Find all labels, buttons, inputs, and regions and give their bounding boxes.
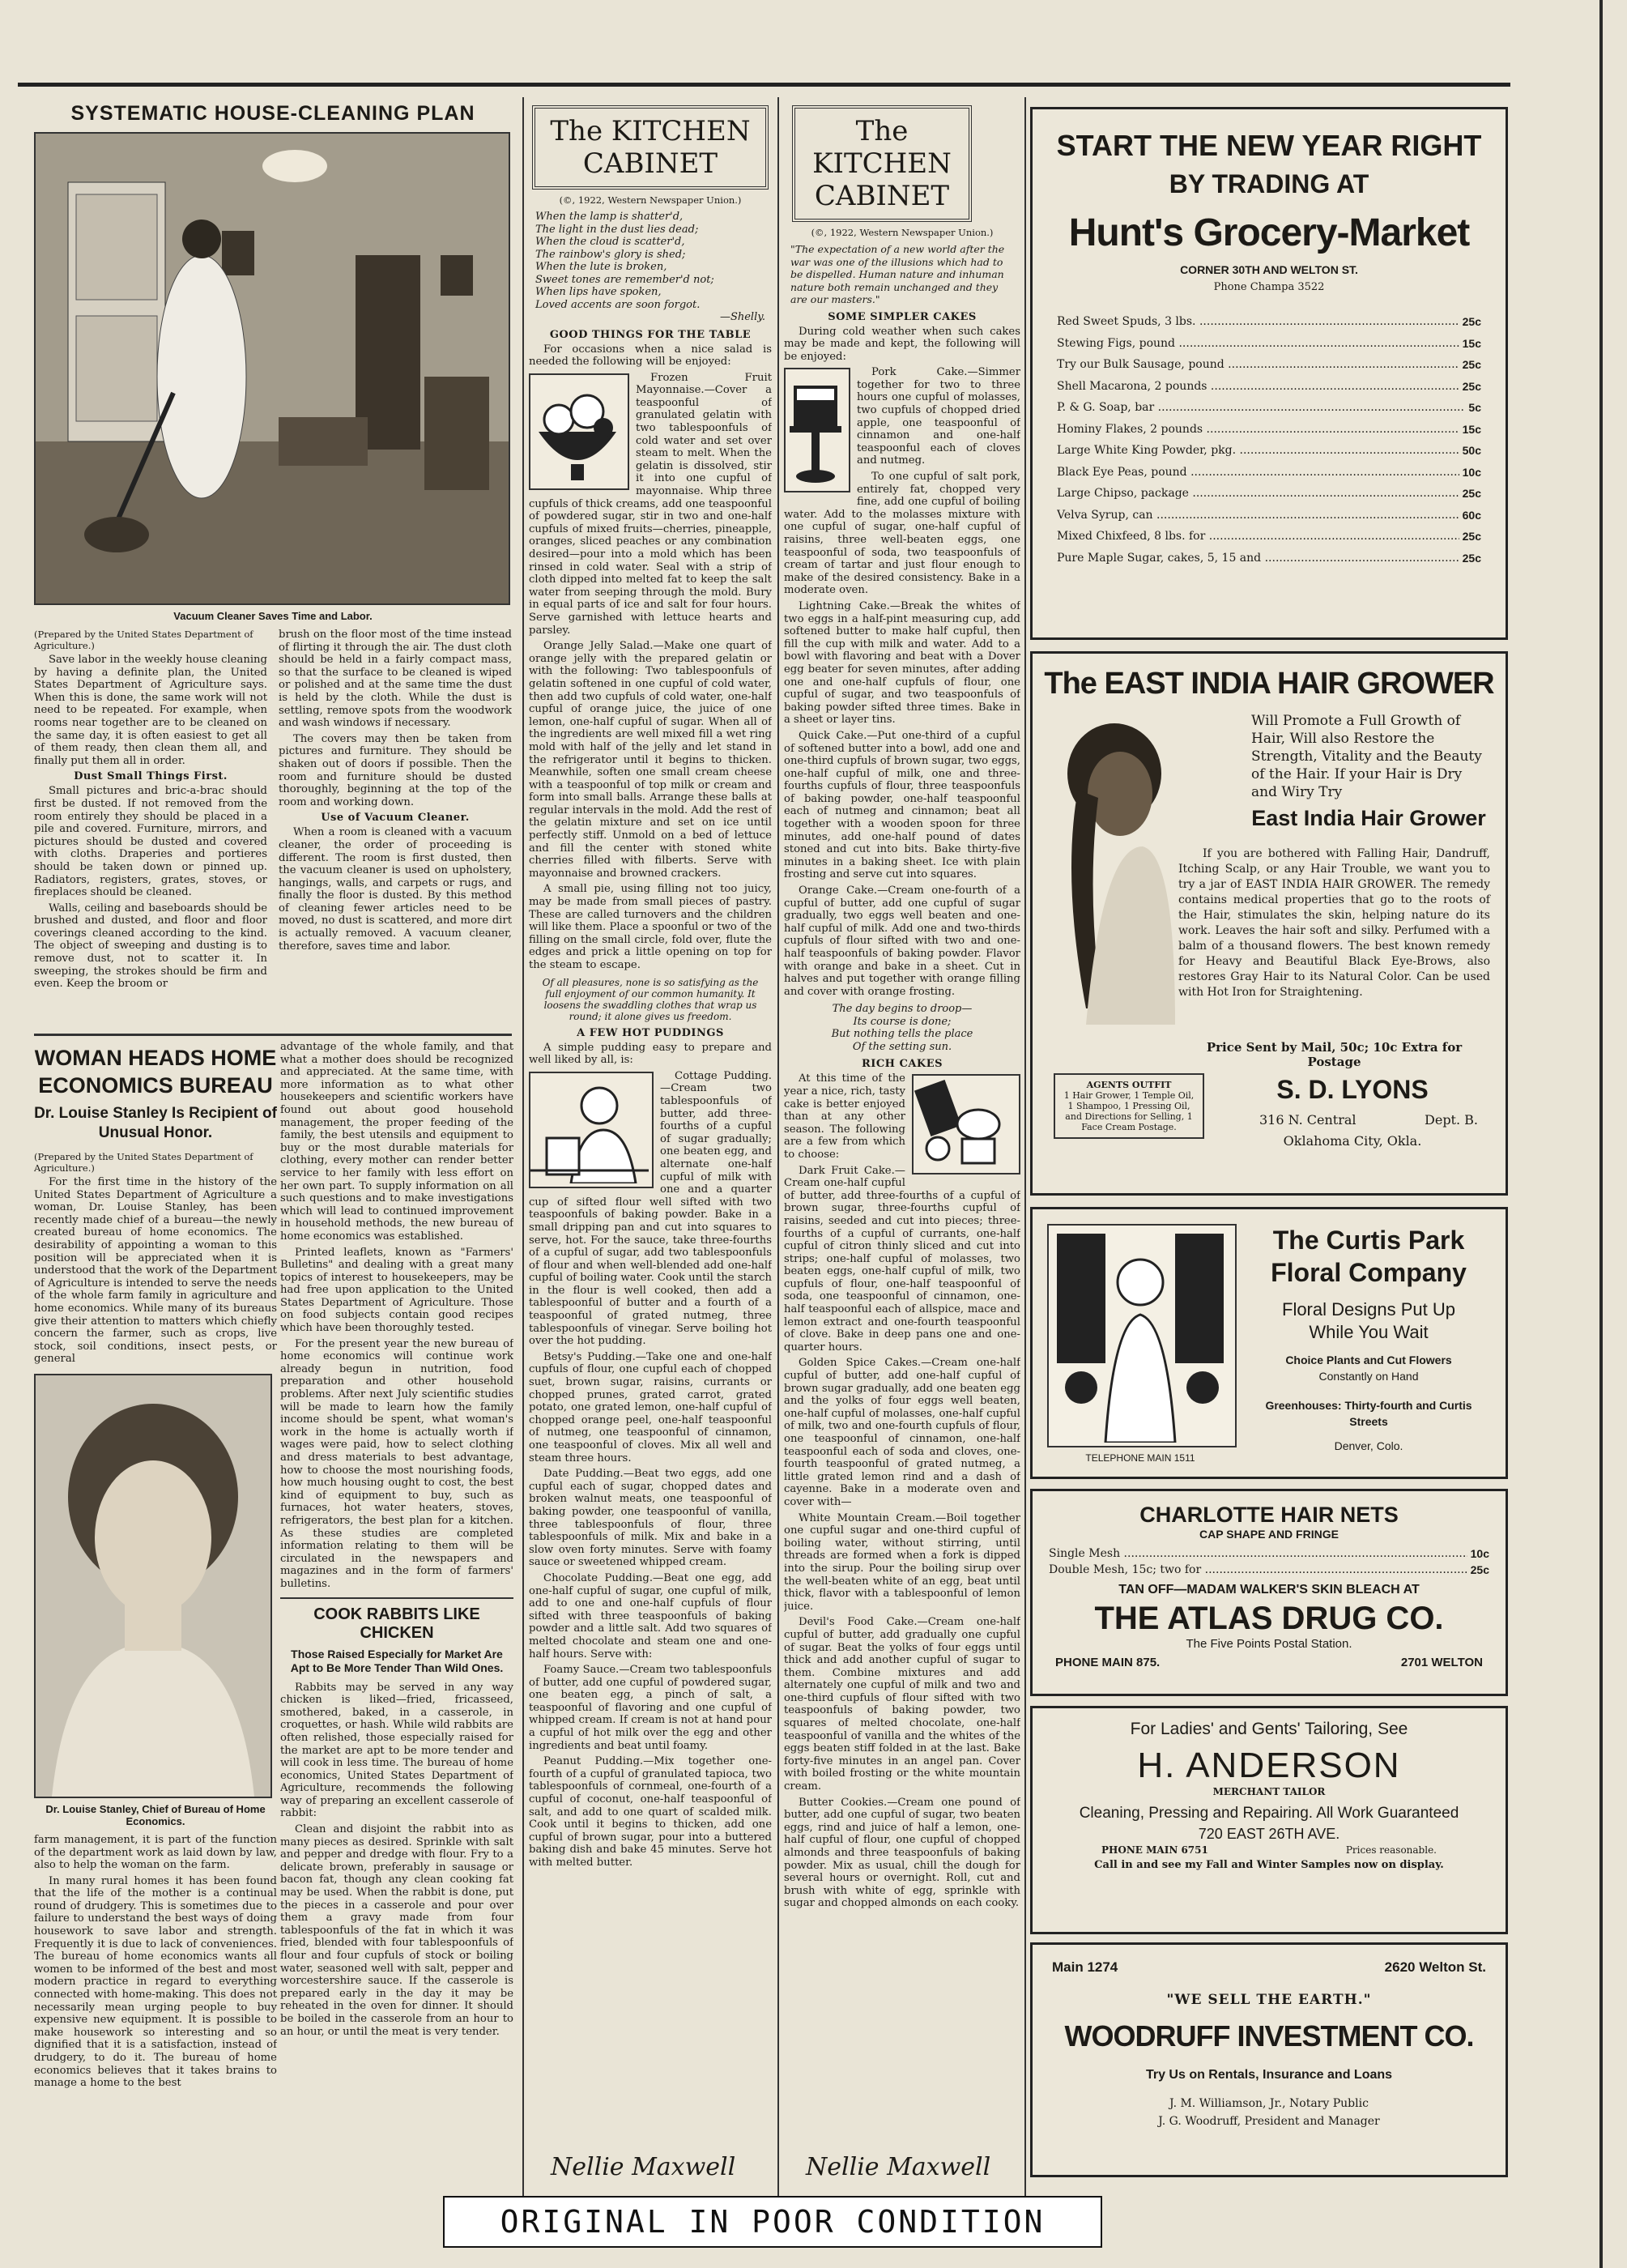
paragraph: Orange Cake.—Cream one-fourth of a cupful of butter, add one cupful of sugar gradually, two eggs well beaten and one-half cupful of milk. Add one and two-thirds cupfuls of flour sifted with two and one-half teaspoonfuls of baking powder. Flavor with orange and bake in a sheet. Cut in halves and put together with orange filling and cover with orange frosting. <box>784 885 1020 998</box>
section-rule <box>34 1034 512 1036</box>
woman-heads-article <box>34 1041 277 2207</box>
poem <box>790 1003 1014 1053</box>
paragraph: Walls, ceiling and baseboards should be brushed and dusted, and floor and floor coverings cleaned according to the kind. The object of sweeping and dusting is to remove dust, not to scatter it. In sweeping, the strokes should be firm and even. Keep the broom or <box>34 902 267 991</box>
price-row <box>1057 462 1481 484</box>
poem-line: But nothing tells the place <box>831 1028 973 1041</box>
paragraph: Frozen Fruit Mayonnaise.—Cover a teaspoonful of granulated gelatin with two tablespoonfuls of cold water and set over steam to melt. When the gelatin is dissolved, stir it into one cupful of mayonnaise. Whip three cupfuls of thick creams, add one teaspoonful of powdered sugar, stir in two and one-half cupfuls of mixed fruits—cherries, pineapple, oranges, sliced peaches or any combination desired—pour into a mold which has been rinsed in cold water. Seal with a strip of cloth dipped into melted fat to keep the salt water from seeping through the mold. Bury in equal parts of ice and salt for four hours. Serve garnished with lettuce hearts and parsley. <box>529 371 772 637</box>
fruit-bowl-illustration <box>529 373 629 490</box>
paragraph: Devil's Food Cake.—Cream one-half cupful of butter, add gradually one cupful of sugar. Beat the yolks of four eggs until thick and add another cupful of sugar to them. Combine mixtures and add alternately one cupful of milk and two and one-third cupfuls of flour sifted with two teaspoonfuls of baking powder, two squares of melted chocolate, one-half teaspoonful of vanilla and the whites of the eggs beaten stiff folded in at the last. Bake forty-five minutes in an angel pan. Cover with boiled frosting or the white mountain cream. <box>784 1616 1020 1793</box>
quote: "The expectation of a new world after the war was one of the illusions which had to be dispelled. Human nature and inhuman nature both remain unchanged and they are our masters." <box>790 243 1005 305</box>
poem-line: Sweet tones are remember'd not; <box>535 273 714 286</box>
paragraph: To one cupful of salt pork, entirely fat, chopped very fine, add one cupful of boiling water. Add to the molasses mixture with one cupful of sugar, one-half cupful of raisins, three well-beaten eggs, one teaspoonful of soda, two teaspoonfuls of cream of tartar and just flour enough to make of the desired consistency. Bake in a moderate oven. <box>784 471 1020 597</box>
paragraph: Peanut Pudding.—Mix together one-fourth of a cupful of granulated tapioca, two tablespoonfuls of cornmeal, one-fourth of a cupful of coconut, one-half teaspoonful of salt, and add to one quart of scalded milk. Cook until it begins to thicken, add one cupful of brown sugar, pour into a buttered baking dish and bake 45 minutes. Serve hot with melted butter. <box>529 1755 772 1869</box>
agents-list: 1 Hair Grower, 1 Temple Oil, 1 Shampoo, 1 Pressing Oil, and Directions for Selling, 1 Face Cream Postage. <box>1063 1090 1195 1132</box>
photo-caption: Vacuum Cleaner Saves Time and Labor. <box>173 610 373 622</box>
article-deck: Dr. Louise Stanley Is Recipient of Unusual Honor. <box>34 1105 277 1141</box>
item-price: 15c <box>1462 336 1481 350</box>
item-price: 60c <box>1462 508 1481 522</box>
price-row <box>1057 483 1481 505</box>
section-heading: RICH CAKES <box>861 1058 943 1071</box>
item-name: Stewing Figs, pound ..... <box>1057 333 1459 355</box>
florist-choice: Choice Plants and Cut Flowers <box>1285 1354 1452 1366</box>
woodruff-notary: J. M. Williamson, Jr., Notary Public <box>1169 2097 1369 2110</box>
paragraph: brush on the floor most of the time instead of flirting it through the air. The dust cloth should be held in a fairly compact mass, so that the surface to be cleaned is wiped or polished and at the same time the dust is held by the cloth. While the dust is settling, remove spots from the woodwork and wash windows if necessary. <box>279 629 512 730</box>
florist-city: Denver, Colo. <box>1334 1439 1403 1452</box>
paragraph: Orange Jelly Salad.—Make one quart of orange jelly with the prepared gelatin or with the following: Two tablespoonfuls of gelatin softened in one cupful of cold water, then add two cupfuls of cold water, one-half cupful of orange juice, the juice of one lemon, one-half cupful of sugar. When all of the ingredients are well mixed fill a wet ring mold with half of the jelly and let stand in the refrigerator until it begins to thicken. Meanwhile, soften one small cream cheese with a teaspoonful of top milk or cream and form into small balls. Arrange these balls at regular intervals in the mold. Add the rest of the gelatin mixture and set on ice until perfectly stiff. Unmold on a bed of lettuce and fill the center with stoned white cherries filled with filberts. Serve with mayonnaise and browned crackers. <box>529 640 772 880</box>
poem-line: When lips have spoken, <box>535 286 662 298</box>
poem-line: —Shelly. <box>719 311 765 323</box>
anderson-tailor-ad <box>1030 1706 1508 1934</box>
paragraph: Chocolate Pudding.—Beat one egg, add one-half cupful of sugar, one cupful of milk, add to one and one-half cupfuls of flour sifted with three teaspoonfuls of baking powder and a little salt. Add two squares of melted chocolate and steam one and one-half hours. Serve with: <box>529 1571 772 1660</box>
price-row <box>1057 548 1481 569</box>
tailor-prices: Prices reasonable. <box>1345 1844 1437 1856</box>
store-name: Hunt's Grocery-Market <box>1068 211 1470 254</box>
woodruff-name: WOODRUFF INVESTMENT CO. <box>1064 2019 1474 2053</box>
florist-tagline-1: Floral Designs Put Up <box>1282 1299 1455 1319</box>
section-heading: GOOD THINGS FOR THE TABLE <box>549 328 752 341</box>
item-price: 25c <box>1462 315 1481 328</box>
price-row <box>1049 1562 1489 1578</box>
cake-stand-illustration <box>784 368 850 492</box>
agents-outfit-box <box>1054 1073 1204 1139</box>
price-row <box>1057 397 1481 419</box>
column-rule <box>777 97 779 2219</box>
paragraph: Golden Spice Cakes.—Cream one-half cupful of butter, add one-half cupful of brown sugar gradually, add one beaten egg and the yolks of four eggs well beaten, one-half cupful of molasses, one-half cupful of milk, two and one-fourth cupfuls of flour, one teaspoonful of cinnamon, one-half teaspoonful each of soda and cloves, one-fourth teaspoonful of grated nutmeg, a little grated lemon rind and a dash of cayenne. Bake in a moderate oven and cover with— <box>784 1357 1020 1508</box>
copyright: (©, 1922, Western Newspaper Union.) <box>559 194 742 206</box>
copyright: (©, 1922, Western Newspaper Union.) <box>811 227 994 238</box>
tan-off-line: TAN OFF—MADAM WALKER'S SKIN BLEACH AT <box>1118 1583 1420 1597</box>
seller-city: Oklahoma City, Okla. <box>1283 1133 1422 1149</box>
price-row <box>1057 419 1481 441</box>
ad-body: If you are bothered with Falling Hair, Dandruff, Itching Scalp, or any Hair Trouble, we want you to try a jar of EAST INDIA HAIR GROWER. The remedy contains medical properties that go to the roots of the Hair, stimulates the skin, helping nature do its work. Leaves the hair soft and silky. Perfumed with a balm of a thousand flowers. The best known remedy for Heavy and Beautiful Black Eye-Brows, also restores Gray Hair to its Natural Color. Can be used with Hot Iron for Straightening. <box>1178 847 1490 999</box>
credit-line: (Prepared by the United States Department of Agriculture.) <box>34 629 253 651</box>
section-heading: SOME SIMPLER CAKES <box>828 310 977 323</box>
woodruff-slogan: "WE SELL THE EARTH." <box>1166 1992 1372 2008</box>
quote: Of all pleasures, none is so satisfying as the full enjoyment of our common humanity. It loosens the swaddling clothes that wrap us round; it alone gives us freedom. <box>542 976 759 1022</box>
title-line: The KITCHEN <box>812 115 952 180</box>
curtis-park-floral-ad <box>1030 1207 1508 1479</box>
signature: Nellie Maxwell <box>551 2153 736 2181</box>
column-rule <box>522 97 524 2219</box>
paragraph: Printed leaflets, known as "Farmers' Bulletins" and dealing with a great many topics of interest to housekeepers, may be had free upon application to the United States Department of Agriculture. Those on food subjects contain good recipes which have been thoroughly tested. <box>280 1246 513 1335</box>
item-price: 15c <box>1462 422 1481 436</box>
woodruff-address: 2620 Welton St. <box>1384 1959 1486 1975</box>
woodruff-president: J. G. Woodruff, President and Manager <box>1158 2115 1380 2128</box>
price-row <box>1049 1545 1489 1562</box>
poor-condition-banner: ORIGINAL IN POOR CONDITION <box>443 2196 1102 2248</box>
hair-nets-sub: CAP SHAPE AND FRINGE <box>1199 1528 1339 1541</box>
atlas-drug-ad <box>1030 1489 1508 1696</box>
paragraph: White Mountain Cream.—Boil together one cupful sugar and one-third cupful of boiling water, without stirring, until threads are formed when a fork is dipped into the sirup. Pour the boiling sirup over the well-beaten white of an egg, beat until thick, flavor with a tablespoonful of lemon juice. <box>784 1511 1020 1613</box>
kitchen-cabinet-2 <box>784 105 1020 2211</box>
poem-line: The day begins to droop— <box>832 1003 973 1016</box>
item-name: Try our Bulk Sausage, pound ..... <box>1057 354 1459 376</box>
subheading: Dust Small Things First. <box>74 770 228 783</box>
item-price: 5c <box>1468 401 1481 414</box>
section-heading: A FEW HOT PUDDINGS <box>577 1026 724 1039</box>
item-name: Black Eye Peas, pound ..... <box>1057 462 1459 484</box>
drugstore-address: 2701 WELTON <box>1400 1656 1483 1669</box>
tailor-services: Cleaning, Pressing and Repairing. All Work Guaranteed <box>1079 1805 1459 1822</box>
item-price: 50c <box>1462 444 1481 457</box>
woodruff-header <box>1052 1959 1486 1976</box>
item-price: 10c <box>1462 465 1481 479</box>
poem-line: The rainbow's glory is shed; <box>535 248 686 261</box>
paragraph: advantage of the whole family, and that what a mother does should be recognized and appreciated. At the same time, with more information as to what other housekeepers and scientific workers have found out about good household management, the proper feeding of the family, the best utensils and equipment to buy or the most durable materials for clothing, every mother can render better service to her family with less effort on her own part. To supply information on all such questions and to make investigations which will lead to continued improvement in household methods, the new bureau of home economics was established. <box>280 1041 513 1243</box>
item-name: Mixed Chixfeed, 8 lbs. for ..... <box>1057 526 1459 548</box>
poem <box>535 211 765 324</box>
paragraph: When a room is cleaned with a vacuum cleaner, the order of proceeding is different. The room is first dusted, then the vacuum cleaner is used on upholstery, hangings, walls, and carpets or rugs, and finally the floor is dusted. By this method of cleaning fewer articles need to be moved, no dust is scattered, and more dirt is actually removed. A vacuum cleaner, therefore, saves time and labor. <box>279 826 512 953</box>
item-name: Single Mesh ..... <box>1049 1545 1467 1562</box>
woman-cooking-illustration <box>529 1072 654 1188</box>
drugstore-contact <box>1055 1656 1483 1669</box>
ad-price: Price Sent by Mail, 50c; 10c Extra for Postage <box>1206 1040 1463 1069</box>
store-address: CORNER 30TH AND WELTON ST. <box>1180 263 1358 276</box>
ad-headline: START THE NEW YEAR RIGHT <box>1056 129 1482 162</box>
florist-name-2: Floral Company <box>1271 1258 1467 1287</box>
floral-illustration <box>1047 1224 1237 1447</box>
price-row <box>1057 354 1481 376</box>
page-edge <box>1599 0 1603 2268</box>
item-price: 25c <box>1462 551 1481 565</box>
florist-phone: TELEPHONE MAIN 1511 <box>1085 1452 1195 1464</box>
paragraph: During cold weather when such cakes may be made and kept, the following will be enjoyed: <box>784 325 1020 363</box>
street: 316 N. Central <box>1259 1112 1357 1128</box>
paragraph: Quick Cake.—Put one-third of a cupful of softened butter into a bowl, add one and one-third cupfuls of brown sugar, two eggs, one-half cupful of milk, one and three-fourths cupfuls of flour, three teaspoonfuls of baking powder, one-half teaspoonful each of nutmeg and cinnamon; beat all together with a wooden spoon for three minutes, add one-half pound of dates stoned and cut into bits. Bake thirty-five minutes in a baking sheet. Ice with plain frosting and serve cut into squares. <box>784 729 1020 881</box>
paragraph: In many rural homes it has been found that the life of the mother is a continual round of drudgery. This is sometimes due to failure to understand the best ways of doing housework to save labor and strength. Frequently it is due to lack of conveniences. The bureau of home economics wants all women to be informed of the best and most modern practice in regard to everything connected with home-making. This does not necessarily mean urging people to buy expensive new equipment. It is possible to make housework so interesting and so dignified that it is a satisfaction, instead of drudgery, to do it. The bureau of home economics believes that it takes brains to manage a home to the best <box>34 1874 277 2090</box>
paragraph: Betsy's Pudding.—Take one and one-half cupfuls of flour, one cupful each of chopped suet, brown sugar, raisins, currants or chopped prunes, grated carrot, grated potato, one grated lemon, one-half cupful of chopped orange peel, one-half teaspoonful of nutmeg, one teaspoonful of cinnamon, one teaspoonful of cloves. Mix all well and steam three hours. <box>529 1350 772 1464</box>
east-india-hair-ad <box>1030 651 1508 1196</box>
stanley-portrait <box>34 1374 272 1798</box>
mixing-bowls-illustration <box>912 1074 1020 1174</box>
florist-tagline-2: While You Wait <box>1309 1322 1429 1342</box>
paragraph: Lightning Cake.—Break the whites of two eggs in a half-pint measuring cup, add softened butter to make half cupful, then fill the cup with milk and water. Add to a bowl with flavoring and beat with a Dover egg beater for seven minutes, after adding one and one-half cupfuls of flour, one cupful of sugar, and two teaspoonfuls of baking powder sifted three times. Bake in a sheet or layer tins. <box>784 599 1020 727</box>
hair-nets-title: CHARLOTTE HAIR NETS <box>1139 1503 1399 1527</box>
column-rule <box>1024 97 1026 2219</box>
house-cleaning-article <box>34 99 512 1038</box>
paragraph: Rabbits may be served in any way chicken is liked—fried, fricasseed, smothered, baked, in a casserole, in croquettes, or hash. While wild rabbits are often relished, those especially raised for the market are apt to be more tender and will cook in less time. The bureau of home economics, United States Department of Agriculture, recommends the following way of preparing an excellent casserole of rabbit: <box>280 1681 513 1820</box>
agents-title: AGENTS OUTFIT <box>1086 1080 1172 1090</box>
item-name: Double Mesh, 15c; two for ..... <box>1049 1562 1467 1578</box>
title-line: The KITCHEN <box>550 115 751 147</box>
credit-line: (Prepared by the United States Department of Agriculture.) <box>34 1151 253 1174</box>
top-rule <box>18 83 1510 87</box>
title-line: CABINET <box>814 180 950 212</box>
price-row <box>1057 440 1481 462</box>
poem-line: Its course is done; <box>853 1015 952 1028</box>
paragraph: A small pie, using filling not too juicy, may be made from small pieces of pastry. These are called turnovers and the children will like them. Place a spoonful or two of the filling on the small circle, fold over, flute the edges and prick a little opening on top for the steam to escape. <box>529 883 772 971</box>
tailor-intro: For Ladies' and Gents' Tailoring, See <box>1130 1720 1408 1738</box>
item-name: Large Chipso, package ..... <box>1057 483 1459 505</box>
section-rule <box>280 1597 513 1599</box>
title-line: CABINET <box>582 147 718 180</box>
kitchen-cabinet-1 <box>529 105 772 2211</box>
poem-line: When the lute is broken, <box>535 261 667 273</box>
ad-intro: Will Promote a Full Growth of Hair, Will also Restore the Strength, Vitality and the Beauty of the Hair. If your Hair is Dry and Wiry Try <box>1251 713 1482 800</box>
paragraph: Clean and disjoint the rabbit into as many pieces as desired. Sprinkle with salt and pepper and dredge with flour. Fry to a delicate brown, preferably in sausage or bacon fat, though any clean cooking fat may be used. When the rabbit is done, put the pieces in a casserole and pour over them a gravy made from four tablespoonfuls of the fat in which it was fried, blended with four tablespoonfuls of flour and four cupfuls of stock or boiling water, seasoned well with salt, pepper and worcestershire sauce. If the casserole is prepared early in the day it may be reheated in the oven for dinner. It should be boiled in the casserole from an hour to an hour, or until the meat is very tender. <box>280 1823 513 2038</box>
woodruff-investment-ad <box>1030 1942 1508 2177</box>
kitchen-cabinet-title <box>532 105 769 190</box>
paragraph: Cottage Pudding.—Cream two tablespoonfuls of butter, add three-fourths of a cupful of sugar gradually; one beaten egg, and alternate one-half cupful of milk with one and a quarter cup of sifted flour well sifted with two teaspoonfuls of baking powder. Bake in a small dripping pan and cut into squares to serve, hot. For the sauce, take three-fourths of a cupful of sugar, add two tablespoonfuls of flour and when well-blended add one-half cupful of boiling water. Cook until the starch in the flour is well cooked, then add a tablespoonful of butter and a fourth of a teaspoonful of grated nutmeg, three tablespoonfuls of vinegar. Serve boiling hot over the hot pudding. <box>529 1069 772 1348</box>
drugstore-station: The Five Points Postal Station. <box>1186 1637 1352 1651</box>
poem-line: Loved accents are soon forgot. <box>535 298 701 311</box>
price-row <box>1057 311 1481 333</box>
item-price: 10c <box>1470 1547 1489 1560</box>
poem-line: The light in the dust lies dead; <box>535 223 699 236</box>
poem-line: When the lamp is shatter'd, <box>535 211 684 223</box>
paragraph: Pork Cake.—Simmer together for two to three hours one cupful of molasses, two cupfuls of chopped dried apple, one teaspoonful of cinnamon and one-half teaspoonful each of cloves and nutmeg. <box>857 366 1020 467</box>
item-price: 25c <box>1470 1563 1489 1576</box>
tailor-name: H. ANDERSON <box>1137 1746 1401 1785</box>
price-row <box>1057 376 1481 398</box>
poem-line: Of the setting sun. <box>852 1040 952 1053</box>
drugstore-phone: PHONE MAIN 875. <box>1055 1656 1161 1669</box>
tailor-phone: PHONE MAIN 6751 <box>1101 1844 1208 1856</box>
paragraph: Foamy Sauce.—Cream two tablespoonfuls of butter, add one cupful of powdered sugar, one beaten egg, a pinch of salt, a teaspoonful of flavoring and one cupful of whipped cream. If cream is not at hand pour a cupful of hot milk over the egg and other ingredients and beat until foamy. <box>529 1664 772 1752</box>
rabbits-deck: Those Raised Especially for Market Are Apt to Be More Tender Than Wild Ones. <box>290 1647 504 1674</box>
paragraph: Small pictures and bric-a-brac should first be dusted. If not removed from the room entirely they should be placed in a pile and covered. Furniture, mirrors, and pictures should be dusted and covered with cloths. Draperies and portieres should be taken down or pinned up. Radiators, registers, grates, stoves, or fireplaces should be cleaned. <box>34 785 267 899</box>
woodruff-phone: Main 1274 <box>1052 1959 1118 1975</box>
seller-name: S. D. LYONS <box>1276 1075 1429 1104</box>
item-price: 25c <box>1462 530 1481 543</box>
item-name: Large White King Powder, pkg. ..... <box>1057 440 1459 462</box>
kitchen-cabinet-title <box>792 105 972 222</box>
item-name: Red Sweet Spuds, 3 lbs. ..... <box>1057 311 1459 333</box>
drugstore-name: THE ATLAS DRUG CO. <box>1094 1601 1444 1636</box>
paragraph: Dark Fruit Cake.—Cream one-half cupful of butter, add three-fourths of a cupful of brown sugar, three-fourths cupful of raisins, seeded and cut into pieces; three-fourths of a cupful of currants, one-half cupful of citron thinly sliced and cut into strips; one-half cupful of molasses, two beaten eggs, one-half cupful of milk, two cupfuls of flour, one-half teaspoonful of soda, one teaspoonful of cinnamon, one-half teaspoonful each of allspice, mace and lemon extract and one-fourth teaspoonful of clove. Bake in deep pans one and one-quarter hours. <box>784 1164 1020 1354</box>
item-name: Shell Macarona, 2 pounds ..... <box>1057 376 1459 398</box>
paragraph: A simple pudding easy to prepare and well liked by all, is: <box>529 1041 772 1067</box>
florist-greenhouses: Greenhouses: Thirty-fourth and Curtis Streets <box>1265 1399 1472 1428</box>
item-price: 25c <box>1462 379 1481 393</box>
woodruff-services: Try Us on Rentals, Insurance and Loans <box>1145 2068 1393 2082</box>
paragraph: At this time of the year a nice, rich, tasty cake is better enjoyed than at any other season. The following are a few from which to choose: <box>784 1072 905 1161</box>
poem-line: When the cloud is scatter'd, <box>535 236 685 248</box>
florist-name-1: The Curtis Park <box>1272 1226 1465 1255</box>
rabbits-title: COOK RABBITS LIKE CHICKEN <box>313 1605 480 1642</box>
tailor-address: 720 EAST 26TH AVE. <box>1198 1826 1340 1842</box>
brand-name: East India Hair Grower <box>1251 806 1486 830</box>
portrait-caption: Dr. Louise Stanley, Chief of Bureau of Home Economics. <box>45 1802 266 1827</box>
paragraph: farm management, it is part of the function of the department work as laid down by law, also to help the woman on the farm. <box>34 1833 277 1872</box>
department: Dept. B. <box>1425 1112 1478 1128</box>
price-row <box>1057 505 1481 526</box>
paragraph: For the present year the new bureau of home economics will continue work already begun in nutrition, food preparation and other household problems. After next July scientific studies will be made to learn how the family income should be spent, what woman's work in the home is actually worth if wages were paid, how to select clothing and dress materials to best advantage, how to choose the most nourishing foods, how much housing ought to cost, the best kind of equipment to buy, such as furnaces, hot water heaters, stoves, refrigerators, the best plan for a kitchen. As these studies are completed information relating to them will be circulated in the newspapers and magazines and in the form of farmers' bulletins. <box>280 1337 513 1590</box>
paragraph: The covers may then be taken from pictures and furniture. They should be shaken out of doors if possible. Then the room and furniture should be dusted thoroughly, beginning at the top of the room and working down. <box>279 732 512 808</box>
ad-headline: The EAST INDIA HAIR GROWER <box>1044 667 1494 701</box>
paragraph: Date Pudding.—Beat two eggs, add one cupful each of sugar, chopped dates and broken walnut meats, one teaspoonful of baking powder, one teaspoonful of vanilla, three tablespoonfuls of flour, three tablespoonfuls of milk. Mix and bake in a slow oven forty minutes. Serve with foamy sauce or sweetened whipped cream. <box>529 1468 772 1569</box>
hunts-grocery-ad <box>1030 107 1508 640</box>
tailor-phone-row <box>1033 1844 1506 1856</box>
item-price: 25c <box>1462 487 1481 500</box>
paragraph: For the first time in the history of the United States Department of Agriculture a woman, Dr. Louise Stanley, has been recently made chief of a bureau—the newly created bureau of home economics. The desirability of appointing a woman to this position will be appreciated when it is understood that the work of the Department of Agriculture is intended to serve the needs of the whole farm family in agriculture and home economics. While many of its bureaus give their attention to matters which chiefly concern the farmer, such as crops, live stock, soil conditions, insect pests, or general <box>34 1176 277 1366</box>
item-name: P. & G. Soap, bar ..... <box>1057 397 1465 419</box>
paragraph: Save labor in the weekly house cleaning by having a definite plan, the United States Department of Agriculture says. When this is done, the same work will not need to be repeated. For example, when rooms near together are to be cleaned on the same day, it is often easiest to get all of them ready, then clean them all, and finally put them all in order. <box>34 654 267 767</box>
price-row <box>1057 526 1481 548</box>
article-title: SYSTEMATIC HOUSE-CLEANING PLAN <box>70 102 475 125</box>
price-row <box>1057 333 1481 355</box>
woman-portrait <box>1054 717 1175 1025</box>
item-price: 25c <box>1462 358 1481 371</box>
article-title: WOMAN HEADS HOME ECONOMICS BUREAU <box>34 1046 277 1098</box>
item-name: Velva Syrup, can ..... <box>1057 505 1459 526</box>
woman-heads-continued <box>280 1041 513 2207</box>
seller-address <box>1259 1112 1478 1128</box>
subheading: Use of Vacuum Cleaner. <box>321 812 470 825</box>
tailor-call: Call in and see my Fall and Winter Samples now on display. <box>1094 1859 1444 1871</box>
paragraph: Butter Cookies.—Cream one pound of butter, add one cupful of sugar, two beaten eggs, rind and juice of half a lemon, one-half cupful of flour, one cupful of chopped almonds and three teaspoonfuls of baking powder. Mix as usual, chill the dough for several hours or overnight. Roll, cut and brush with white of egg, sprinkle with sugar and chopped almonds on each cooky. <box>784 1796 1020 1910</box>
item-name: Hominy Flakes, 2 pounds ..... <box>1057 419 1459 441</box>
store-phone: Phone Champa 3522 <box>1213 281 1325 293</box>
paragraph: For occasions when a nice salad is needed the following will be enjoyed: <box>529 343 772 369</box>
vacuum-photo <box>34 132 510 605</box>
item-name: Pure Maple Sugar, cakes, 5, 15 and ..... <box>1057 548 1459 569</box>
signature: Nellie Maxwell <box>806 2153 991 2181</box>
ad-subheadline: BY TRADING AT <box>1169 169 1369 198</box>
tailor-role: MERCHANT TAILOR <box>1212 1786 1326 1797</box>
florist-hand: Constantly on Hand <box>1318 1370 1419 1383</box>
